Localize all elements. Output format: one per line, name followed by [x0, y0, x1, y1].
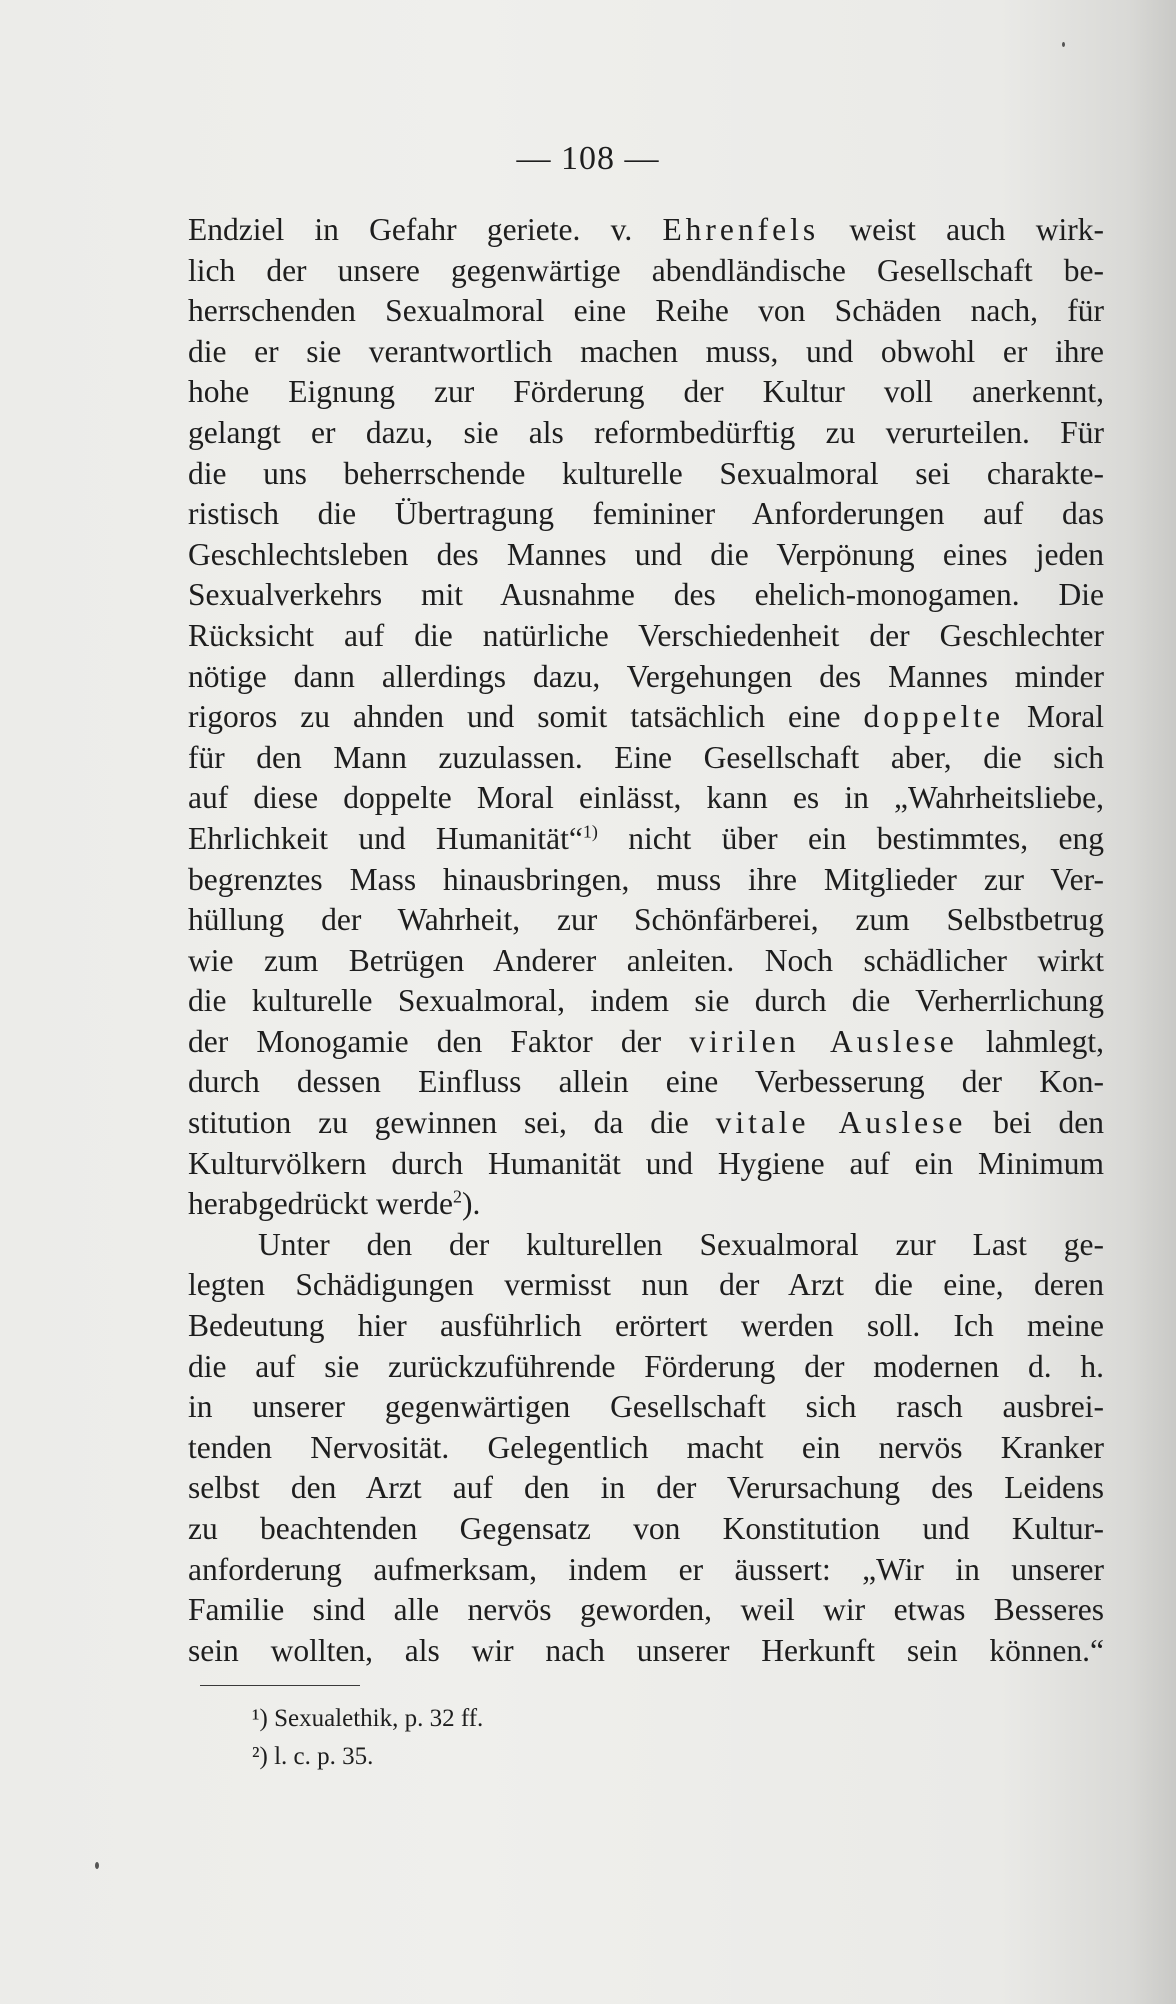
text-line	[188, 1184, 1104, 1225]
footnotes	[252, 1700, 483, 1776]
text-line	[188, 1022, 1104, 1063]
text-run: nicht über ein bestimmtes, eng	[597, 820, 1104, 856]
text-run: der Monogamie den Faktor der	[188, 1023, 690, 1059]
text-run: hohe Eignung zur Förderung der Kultur voll anerkennt,	[188, 374, 1104, 410]
text-line	[188, 860, 1104, 901]
text-line	[188, 819, 1104, 860]
text-line	[188, 1631, 1104, 1672]
text-run: Sexualverkehrs mit Ausnahme des ehelich-monogamen. Die	[188, 577, 1104, 613]
text-run: begrenztes Mass hinausbringen, muss ihre Mitglieder zur Ver-	[188, 861, 1104, 897]
text-line	[188, 616, 1104, 657]
text-run: weist auch wirk-	[819, 212, 1105, 247]
text-line	[188, 1590, 1104, 1631]
text-run: herrschenden Sexualmoral eine Reihe von Schäden nach, für	[188, 293, 1104, 329]
text-run: auf diese doppelte Moral einlässt, kann es in „Wahrheitsliebe,	[188, 780, 1104, 816]
text-line	[188, 1509, 1104, 1550]
text-run: Bedeutung hier ausführlich erörtert werden soll. Ich meine	[188, 1308, 1104, 1344]
text-line	[188, 1428, 1104, 1469]
scan-speck	[1062, 42, 1065, 47]
text-run: in unserer gegenwärtigen Gesellschaft sich rasch ausbrei-	[188, 1389, 1104, 1425]
emphasized-spaced-text: vitale Auslese	[715, 1105, 967, 1141]
footnote-divider	[200, 1685, 360, 1686]
text-run: stitution zu gewinnen sei, da die	[188, 1105, 716, 1141]
text-run: lich der unsere gegenwärtige abendländische Gesellschaft be-	[188, 252, 1104, 288]
text-run: Endziel in Gefahr geriete. v.	[188, 212, 663, 247]
text-run: für den Mann zuzulassen. Eine Gesellschaft aber, die sich	[188, 739, 1104, 775]
text-line	[188, 697, 1104, 738]
text-run: anforderung aufmerksam, indem er äussert: „Wir in unserer	[188, 1551, 1104, 1587]
text-line	[188, 778, 1104, 819]
text-run: ).	[461, 1186, 481, 1222]
text-run: die kulturelle Sexualmoral, indem sie durch die Verherrlichung	[188, 983, 1104, 1019]
text-run: Moral	[1003, 699, 1104, 735]
text-line	[188, 332, 1104, 373]
text-line	[188, 1144, 1104, 1185]
text-run: rigoros zu ahnden und somit tatsächlich eine	[188, 699, 864, 735]
footnote-2: ²) l. c. p. 35.	[252, 1743, 374, 1770]
text-line	[188, 1103, 1104, 1144]
text-line	[188, 535, 1104, 576]
scan-speck	[95, 1862, 99, 1869]
text-line	[188, 454, 1104, 495]
text-run: die auf sie zurückzuführende Förderung der modernen d. h.	[188, 1348, 1104, 1384]
text-run: tenden Nervosität. Gelegentlich macht ein nervös Kranker	[188, 1429, 1104, 1465]
text-line	[188, 1387, 1104, 1428]
footnote-marker: 1)	[582, 821, 598, 842]
text-line	[188, 1347, 1104, 1388]
text-run: ristisch die Übertragung femininer Anforderungen auf das	[188, 496, 1104, 532]
text-line	[188, 1306, 1104, 1347]
text-line	[188, 981, 1104, 1022]
text-line	[188, 210, 1104, 251]
text-line	[188, 1225, 1104, 1266]
text-line	[188, 1265, 1104, 1306]
text-run: Geschlechtsleben des Mannes und die Verpönung eines jeden	[188, 536, 1104, 572]
text-line	[188, 413, 1104, 454]
text-run: durch dessen Einfluss allein eine Verbesserung der Kon-	[188, 1064, 1104, 1100]
text-line	[188, 941, 1104, 982]
text-run: Unter den der kulturellen Sexualmoral zur Last ge-	[258, 1226, 1104, 1262]
text-line	[188, 900, 1104, 941]
text-line	[188, 657, 1104, 698]
text-run: Familie sind alle nervös geworden, weil wir etwas Besseres	[188, 1592, 1104, 1628]
text-run: nötige dann allerdings dazu, Vergehungen des Mannes minder	[188, 658, 1104, 694]
text-run: selbst den Arzt auf den in der Verursachung des Leidens	[188, 1470, 1104, 1506]
footnote-marker: 2	[452, 1186, 462, 1207]
text-line	[188, 1468, 1104, 1509]
text-run: die uns beherrschende kulturelle Sexualmoral sei charakte-	[188, 455, 1104, 491]
text-run: zu beachtenden Gegensatz von Konstitution und Kultur-	[188, 1511, 1104, 1546]
page-number: — 108 —	[516, 140, 660, 177]
text-run: lahmlegt,	[957, 1023, 1104, 1059]
body-text	[188, 210, 1104, 1671]
text-run: bei den	[966, 1105, 1104, 1141]
text-run: Kulturvölkern durch Humanität und Hygiene auf ein Minimum	[188, 1145, 1104, 1181]
text-line	[188, 1550, 1104, 1591]
text-run: wie zum Betrügen Anderer anleiten. Noch schädlicher wirkt	[188, 942, 1104, 978]
text-run: gelangt er dazu, sie als reformbedürftig zu verurteilen. Für	[188, 414, 1104, 450]
text-run: legten Schädigungen vermisst nun der Arzt die eine, deren	[188, 1267, 1104, 1303]
text-run: Rücksicht auf die natürliche Verschiedenheit der Geschlechter	[188, 617, 1104, 653]
text-run: sein wollten, als wir nach unserer Herkunft sein können.“	[188, 1632, 1104, 1668]
text-run: Ehrlichkeit und Humanität“	[188, 820, 583, 856]
text-line	[188, 291, 1104, 332]
footnote-1: ¹) Sexualethik, p. 32 ff.	[252, 1705, 484, 1732]
text-run: hüllung der Wahrheit, zur Schönfärberei, zum Selbstbetrug	[188, 902, 1104, 938]
text-line	[188, 1062, 1104, 1103]
text-line	[188, 575, 1104, 616]
emphasized-spaced-text: Ehrenfels	[662, 212, 820, 247]
text-line	[188, 494, 1104, 535]
text-line	[188, 372, 1104, 413]
emphasized-spaced-text: doppelte	[863, 699, 1004, 735]
text-line	[188, 738, 1104, 779]
text-run: die er sie verantwortlich machen muss, und obwohl er ihre	[188, 333, 1104, 369]
text-line	[188, 251, 1104, 292]
emphasized-spaced-text: virilen Auslese	[689, 1023, 958, 1059]
text-run: herabgedrückt werde	[188, 1186, 453, 1222]
